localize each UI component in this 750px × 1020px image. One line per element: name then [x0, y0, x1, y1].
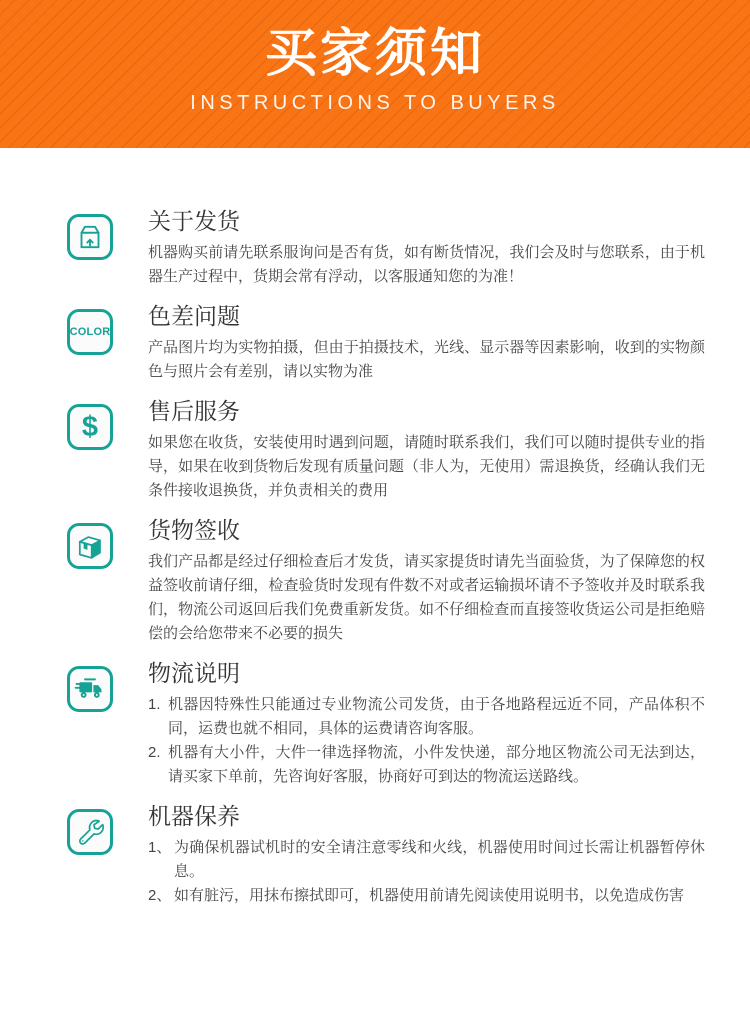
list-text: 机器因特殊性只能通过专业物流公司发货，由于各地路程远近不同，产品体积不同，运费也就不相同，具体的运费请咨询客服。 [168, 696, 705, 737]
color-icon [67, 309, 113, 355]
list-item [148, 693, 705, 741]
package-icon [67, 214, 113, 260]
section-logistics [67, 658, 705, 789]
list-text: 如有脏污，用抹布擦拭即可，机器使用前请先阅读使用说明书，以免造成伤害 [174, 887, 685, 904]
page-title: 买家须知 [264, 25, 485, 83]
truck-icon [67, 666, 113, 712]
section-title: 色差问题 [148, 303, 240, 329]
dollar-icon [67, 404, 113, 450]
section-body: 机器购买前请先联系服询问是否有货，如有断货情况，我们会及时与您联系，由于机器生产过程中，货期会常有浮动，以客服通知您的为准！ [148, 244, 705, 285]
sections-list [0, 148, 750, 960]
section-title: 货物签收 [148, 517, 240, 543]
section-title: 关于发货 [148, 208, 240, 234]
list-text: 为确保机器试机时的安全请注意零线和火线，机器使用时间过长需让机器暂停休息。 [174, 839, 705, 880]
section-title: 售后服务 [148, 398, 240, 424]
section-title: 物流说明 [148, 660, 240, 686]
section-after-sales [67, 396, 705, 503]
section-text [148, 801, 705, 908]
dollar-icon-glyph: $ [81, 410, 99, 443]
list-item [148, 884, 705, 908]
list-text: 机器有大小件，大件一律选择物流，小件发快递，部分地区物流公司无法到达，请买家下单前，先咨询好客服，协商好可到达的物流运送路线。 [168, 744, 705, 785]
list-marker: 2. [148, 744, 161, 761]
section-body: 产品图片均为实物拍摄，但由于拍摄技术，光线、显示器等因素影响，收到的实物颜色与照片会有差别，请以实物为准 [148, 339, 705, 380]
section-color-difference [67, 301, 705, 384]
section-body: 如果您在收货，安装使用时遇到问题，请随时联系我们，我们可以随时提供专业的指导，如果在收到货物后发现有质量问题（非人为，无使用）需退换货，经确认我们无条件接收退换货，并负责相关的费用 [148, 434, 705, 499]
list-marker: 2、 [148, 887, 172, 904]
section-maintenance [67, 801, 705, 908]
section-shipping [67, 206, 705, 289]
page-subtitle: INSTRUCTIONS TO BUYERS [190, 92, 560, 114]
box-3d-icon [67, 523, 113, 569]
list-item [148, 741, 705, 789]
section-title: 机器保养 [148, 803, 240, 829]
section-text [148, 658, 705, 789]
wrench-icon [67, 809, 113, 855]
color-icon-label: COLOR [69, 326, 111, 338]
header-banner [0, 0, 750, 148]
section-text [148, 301, 705, 384]
list-marker: 1、 [148, 839, 172, 856]
section-goods-receipt [67, 515, 705, 646]
section-text [148, 515, 705, 646]
section-text [148, 206, 705, 289]
list-item [148, 836, 705, 884]
section-text [148, 396, 705, 503]
section-body: 我们产品都是经过仔细检查后才发货，请买家提货时请先当面验货，为了保障您的权益签收前请仔细，检查验货时发现有件数不对或者运输损坏请不予签收并及时联系我们，物流公司返回后我们免费重新发货。如不仔细检查而直接签收货运公司是拒绝赔偿的会给您带来不必要的损失 [148, 553, 705, 642]
list-marker: 1. [148, 696, 161, 713]
